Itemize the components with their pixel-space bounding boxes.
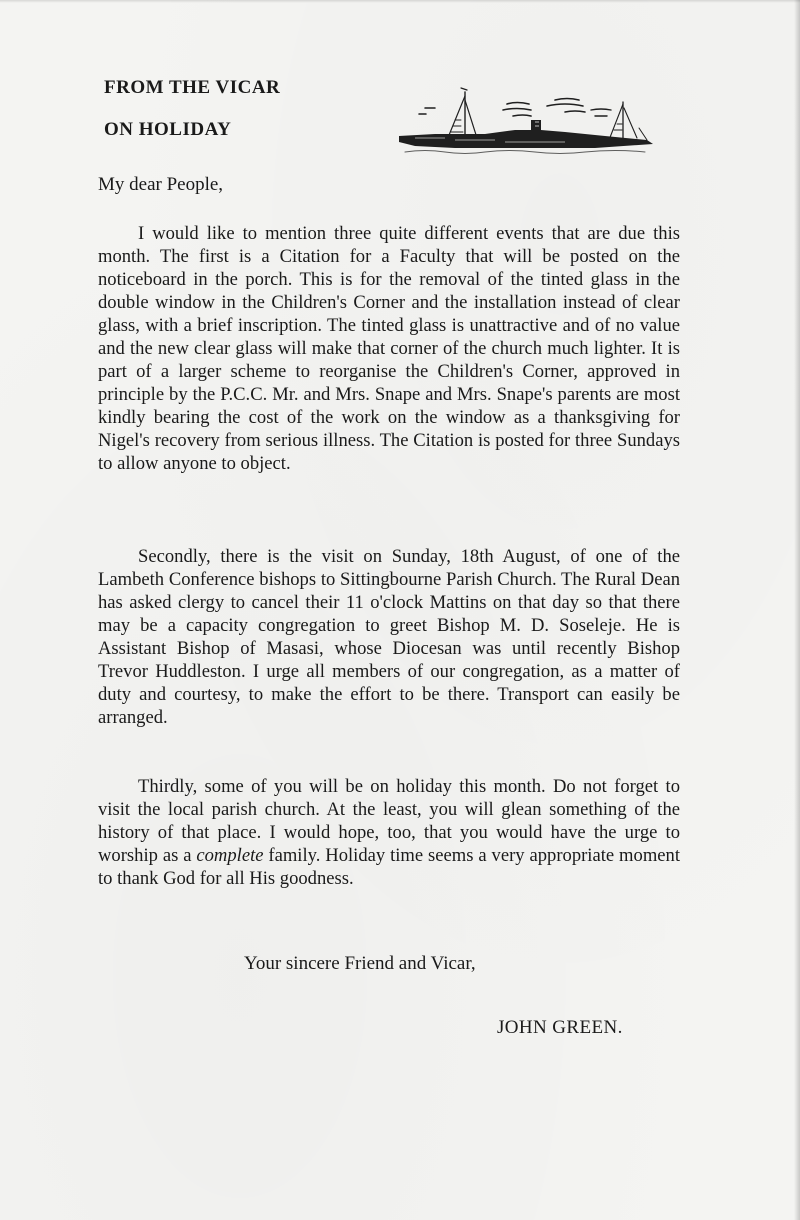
- emphasis-word: complete: [196, 845, 264, 866]
- paragraph-text: family. Holiday time seems a very appropriate moment to thank God for all His goodness.: [98, 845, 680, 889]
- paragraph-bishop-visit: [98, 545, 680, 729]
- paragraph-text: Secondly, there is the visit on Sunday, 18th August, of one of the Lambeth Conference bishops to Sittingbourne Parish Church. The Rural Dean has asked clergy to cancel their 11 o'clock Mattins on that day so that there may be a capacity congregation to greet Bishop M. D. Soseleje. He is Assistant Bishop of Masasi, whose Diocesan was until recently Bishop Trevor Huddleston. I urge all members of our congregation, as a matter of duty and courtesy, to make the effort to be there. Transport can easily be arranged.: [98, 546, 680, 728]
- paragraph-faculty-citation: [98, 222, 680, 475]
- paragraph-holiday: [98, 775, 680, 890]
- signature: JOHN GREEN.: [497, 1017, 623, 1038]
- right-edge-shadow: [794, 0, 800, 1220]
- closing-line: Your sincere Friend and Vicar,: [244, 953, 476, 974]
- salutation: My dear People,: [98, 174, 224, 195]
- paragraph-text: I would like to mention three quite different events that are due this month. The first is a Citation for a Faculty that will be posted on the noticeboard in the porch. This is for the removal of the tinted glass in the double window in the Children's Corner and the installation instead of clear glass, with a brief inscription. The tinted glass is unattractive and of no value and the new clear glass will make that corner of the church much lighter. It is part of a larger scheme to reorganise the Children's Corner, approved in principle by the P.C.C. Mr. and Mrs. Snape and Mrs. Snape's parents are most kindly bearing the cost of the work on the window as a thanksgiving for Nigel's recovery from serious illness. The Citation is posted for three Sundays to allow anyone to object.: [98, 223, 680, 474]
- top-edge: [0, 0, 800, 3]
- section-title: FROM THE VICAR: [104, 77, 281, 98]
- section-subtitle: ON HOLIDAY: [104, 119, 232, 140]
- paragraph-text: Thirdly, some of you will be on holiday this month. Do not forget to visit the local parish church. At the least, you will glean something of the history of that place. I would hope, too, that you would have the urge to worship as a: [98, 776, 680, 866]
- sailboats-harbour-icon: [395, 86, 665, 156]
